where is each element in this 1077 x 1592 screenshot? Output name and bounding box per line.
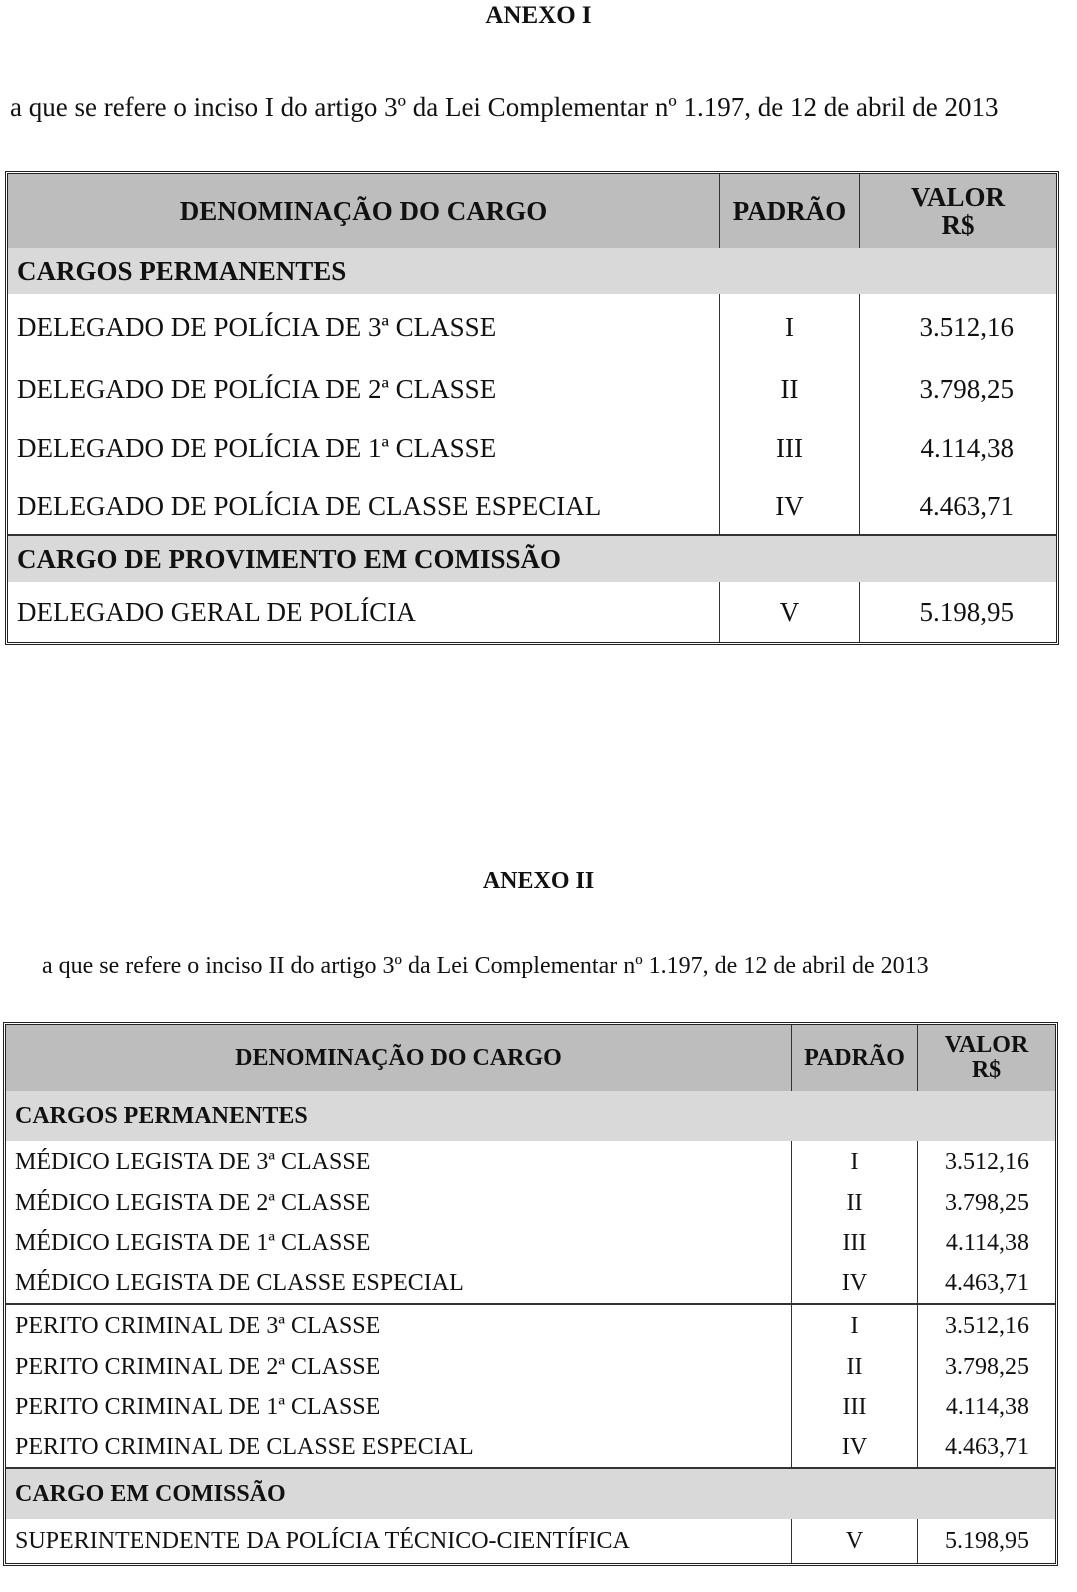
section-row <box>6 1091 1055 1141</box>
annex2-table <box>3 1022 1058 1566</box>
table-row <box>8 360 1056 419</box>
header-valor <box>917 1025 1055 1091</box>
valor-cell: 3.798,25 <box>917 1183 1055 1223</box>
annex1-table <box>5 171 1059 645</box>
annex1-reference: a que se refere o inciso I do artigo 3º da Lei Complementar nº 1.197, de 12 de abril de 2013 <box>10 92 999 122</box>
padrao-cell: I <box>791 1305 917 1347</box>
padrao-cell: IV <box>791 1263 917 1305</box>
cargo-cell: PERITO CRIMINAL DE 3ª CLASSE <box>6 1305 791 1347</box>
table-row <box>6 1263 1055 1305</box>
valor-cell: 4.114,38 <box>859 419 1056 478</box>
table-header-row <box>8 174 1056 248</box>
cargo-cell: DELEGADO DE POLÍCIA DE 2ª CLASSE <box>8 360 719 419</box>
header-padrao: PADRÃO <box>791 1025 917 1091</box>
padrao-cell: V <box>791 1519 917 1563</box>
header-valor-line2: R$ <box>941 210 975 240</box>
cargo-cell: PERITO CRIMINAL DE CLASSE ESPECIAL <box>6 1427 791 1469</box>
section-cargos-permanentes: CARGOS PERMANENTES <box>8 248 1056 294</box>
table-row <box>6 1427 1055 1469</box>
table-row <box>6 1141 1055 1183</box>
cargo-cell: PERITO CRIMINAL DE 2ª CLASSE <box>6 1347 791 1387</box>
header-valor-line1: VALOR <box>910 181 1006 212</box>
section-row <box>8 536 1056 582</box>
padrao-cell: III <box>791 1223 917 1263</box>
padrao-cell: I <box>791 1141 917 1183</box>
header-denominacao: DENOMINAÇÃO DO CARGO <box>8 174 719 248</box>
valor-cell: 3.512,16 <box>917 1141 1055 1183</box>
valor-cell: 3.512,16 <box>859 294 1056 360</box>
padrao-cell: II <box>719 360 859 419</box>
table-row <box>8 478 1056 536</box>
padrao-cell: I <box>719 294 859 360</box>
padrao-cell: V <box>719 582 859 642</box>
table-header-row <box>6 1025 1055 1091</box>
padrao-cell: II <box>791 1183 917 1223</box>
header-denominacao: DENOMINAÇÃO DO CARGO <box>6 1025 791 1091</box>
valor-cell: 3.798,25 <box>917 1347 1055 1387</box>
section-row <box>6 1469 1055 1519</box>
table-row <box>6 1387 1055 1427</box>
valor-cell: 4.463,71 <box>859 478 1056 536</box>
annex1-title: ANEXO I <box>485 2 592 29</box>
valor-cell: 5.198,95 <box>859 582 1056 642</box>
section-cargos-permanentes: CARGOS PERMANENTES <box>6 1091 1055 1141</box>
padrao-cell: IV <box>719 478 859 536</box>
table-row <box>8 582 1056 642</box>
cargo-cell: MÉDICO LEGISTA DE CLASSE ESPECIAL <box>6 1263 791 1305</box>
valor-cell: 3.798,25 <box>859 360 1056 419</box>
table-row <box>6 1519 1055 1563</box>
cargo-cell: PERITO CRIMINAL DE 1ª CLASSE <box>6 1387 791 1427</box>
padrao-cell: IV <box>791 1427 917 1469</box>
table-row <box>6 1305 1055 1347</box>
cargo-cell: DELEGADO DE POLÍCIA DE 3ª CLASSE <box>8 294 719 360</box>
section-cargo-comissao: CARGO EM COMISSÃO <box>6 1469 1055 1519</box>
valor-cell: 4.463,71 <box>917 1427 1055 1469</box>
cargo-cell: MÉDICO LEGISTA DE 3ª CLASSE <box>6 1141 791 1183</box>
cargo-cell: SUPERINTENDENTE DA POLÍCIA TÉCNICO-CIENTÍFICA <box>6 1519 791 1563</box>
section-row <box>8 248 1056 294</box>
annex2-reference: a que se refere o inciso II do artigo 3º da Lei Complementar nº 1.197, de 12 de abril de 2013 <box>42 953 929 979</box>
header-valor-line2: R$ <box>971 1057 1002 1083</box>
cargo-cell: MÉDICO LEGISTA DE 1ª CLASSE <box>6 1223 791 1263</box>
cargo-cell: DELEGADO GERAL DE POLÍCIA <box>8 582 719 642</box>
cargo-cell: DELEGADO DE POLÍCIA DE CLASSE ESPECIAL <box>8 478 719 536</box>
cargo-cell: MÉDICO LEGISTA DE 2ª CLASSE <box>6 1183 791 1223</box>
valor-cell: 4.114,38 <box>917 1223 1055 1263</box>
valor-cell: 4.114,38 <box>917 1387 1055 1427</box>
header-padrao: PADRÃO <box>719 174 859 248</box>
valor-cell: 5.198,95 <box>917 1519 1055 1563</box>
padrao-cell: III <box>791 1387 917 1427</box>
table-row <box>8 294 1056 360</box>
section-cargo-comissao: CARGO DE PROVIMENTO EM COMISSÃO <box>8 536 1056 582</box>
table-row <box>6 1347 1055 1387</box>
header-valor-line1: VALOR <box>944 1031 1029 1058</box>
valor-cell: 3.512,16 <box>917 1305 1055 1347</box>
padrao-cell: II <box>791 1347 917 1387</box>
valor-cell: 4.463,71 <box>917 1263 1055 1305</box>
table-row <box>6 1183 1055 1223</box>
table-row <box>8 419 1056 478</box>
padrao-cell: III <box>719 419 859 478</box>
cargo-cell: DELEGADO DE POLÍCIA DE 1ª CLASSE <box>8 419 719 478</box>
annex2-title: ANEXO II <box>482 868 595 894</box>
table-row <box>6 1223 1055 1263</box>
header-valor <box>859 174 1056 248</box>
